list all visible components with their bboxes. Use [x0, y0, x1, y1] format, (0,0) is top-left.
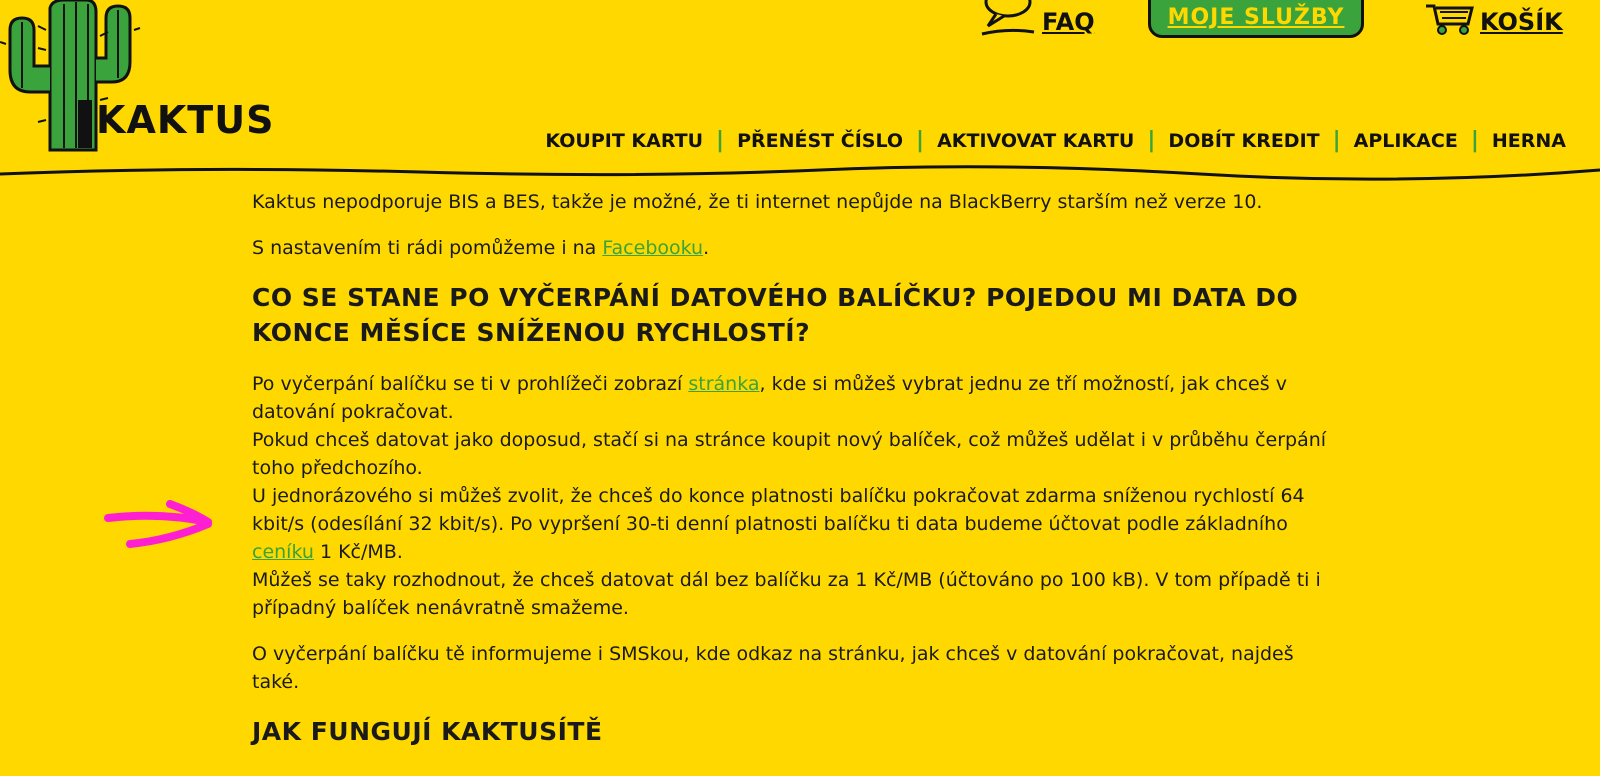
site-header — [0, 0, 1600, 185]
section-heading-kaktusite: JAK FUNGUJÍ KAKTUSÍTĚ — [252, 717, 603, 746]
para1-line4: Můžeš se taky rozhodnout, že chceš datovat dál bez balíčku za 1 Kč/MB (účtováno po 100 kB). V tom případě ti i případný balíček nenávratně smažeme. — [252, 569, 1321, 619]
para1-line3-suffix: 1 Kč/MB. — [313, 541, 403, 563]
data-package-paragraph — [252, 370, 1342, 622]
nav-separator: | — [716, 128, 725, 153]
nav-games[interactable]: HERNA — [1491, 129, 1566, 152]
page-link[interactable]: stránka — [688, 373, 760, 395]
bis-text: Kaktus nepodporuje BIS a BES, takže je možné, že ti internet nepůjde na BlackBerry starším než verze 10. — [252, 191, 1263, 213]
kaktus-logo[interactable] — [0, 0, 275, 160]
nav-separator: | — [1332, 128, 1341, 153]
nav-separator: | — [1147, 128, 1156, 153]
pricelist-link[interactable]: ceníku — [252, 541, 314, 563]
sms-paragraph: O vyčerpání balíčku tě informujeme i SMSkou, kde odkaz na stránku, jak chceš v datování pokračovat, najdeš také. — [252, 643, 1294, 693]
facebook-paragraph — [252, 234, 1342, 262]
facebook-suffix: . — [703, 237, 710, 259]
nav-separator: | — [916, 128, 925, 153]
nav-separator: | — [1470, 128, 1479, 153]
nav-top-up[interactable]: DOBÍT KREDIT — [1168, 129, 1320, 152]
para1-line2: Pokud chceš datovat jako doposud, stačí si na stránce koupit nový balíček, což můžeš udělat i v průběhu čerpání toho předchozího. — [252, 429, 1327, 479]
nav-port-number[interactable]: PŘENÉST ČÍSLO — [737, 129, 904, 152]
section-heading-data-package: CO SE STANE PO VYČERPÁNÍ DATOVÉHO BALÍČKU? POJEDOU MI DATA DO KONCE MĚSÍCE SNÍŽENOU RYCHLOSTÍ? — [252, 283, 1299, 347]
nav-buy-card[interactable]: KOUPIT KARTU — [545, 129, 704, 152]
para1-line3: U jednorázového si můžeš zvolit, že chceš do konce platnosti balíčku pokračovat zdarma sníženou rychlostí 64 kbit/s (odesílání 32 kbit/s). Po vypršení 30-ti denní platnosti balíčku ti data budeme účtovat podle základního — [252, 485, 1305, 535]
faq-link[interactable] — [980, 0, 1095, 40]
main-content — [252, 160, 1342, 769]
cart-link[interactable] — [1424, 0, 1563, 40]
para1-prefix: Po vyčerpání balíčku se ti v prohlížeči zobrazí — [252, 373, 689, 395]
logo-text: KAKTUS — [96, 98, 275, 142]
header-divider — [0, 160, 1600, 190]
facebook-prefix: S nastavením ti rádi pomůžeme i na — [252, 237, 603, 259]
main-navigation — [545, 128, 1566, 153]
arrow-right-icon — [100, 500, 220, 560]
facebook-link[interactable]: Facebooku — [602, 237, 704, 259]
nav-activate-card[interactable]: AKTIVOVAT KARTU — [937, 129, 1135, 152]
cart-label: KOŠÍK — [1480, 8, 1563, 36]
faq-label: FAQ — [1042, 8, 1095, 36]
shopping-cart-icon — [1424, 0, 1476, 40]
my-services-button[interactable]: MOJE SLUŽBY — [1148, 0, 1364, 38]
para1-suffix: , kde si můžeš vybrat jednu ze tří možností, jak chceš v datování pokračovat. — [252, 373, 1287, 423]
nav-apps[interactable]: APLIKACE — [1353, 129, 1458, 152]
speech-bubble-question-icon — [980, 0, 1036, 40]
